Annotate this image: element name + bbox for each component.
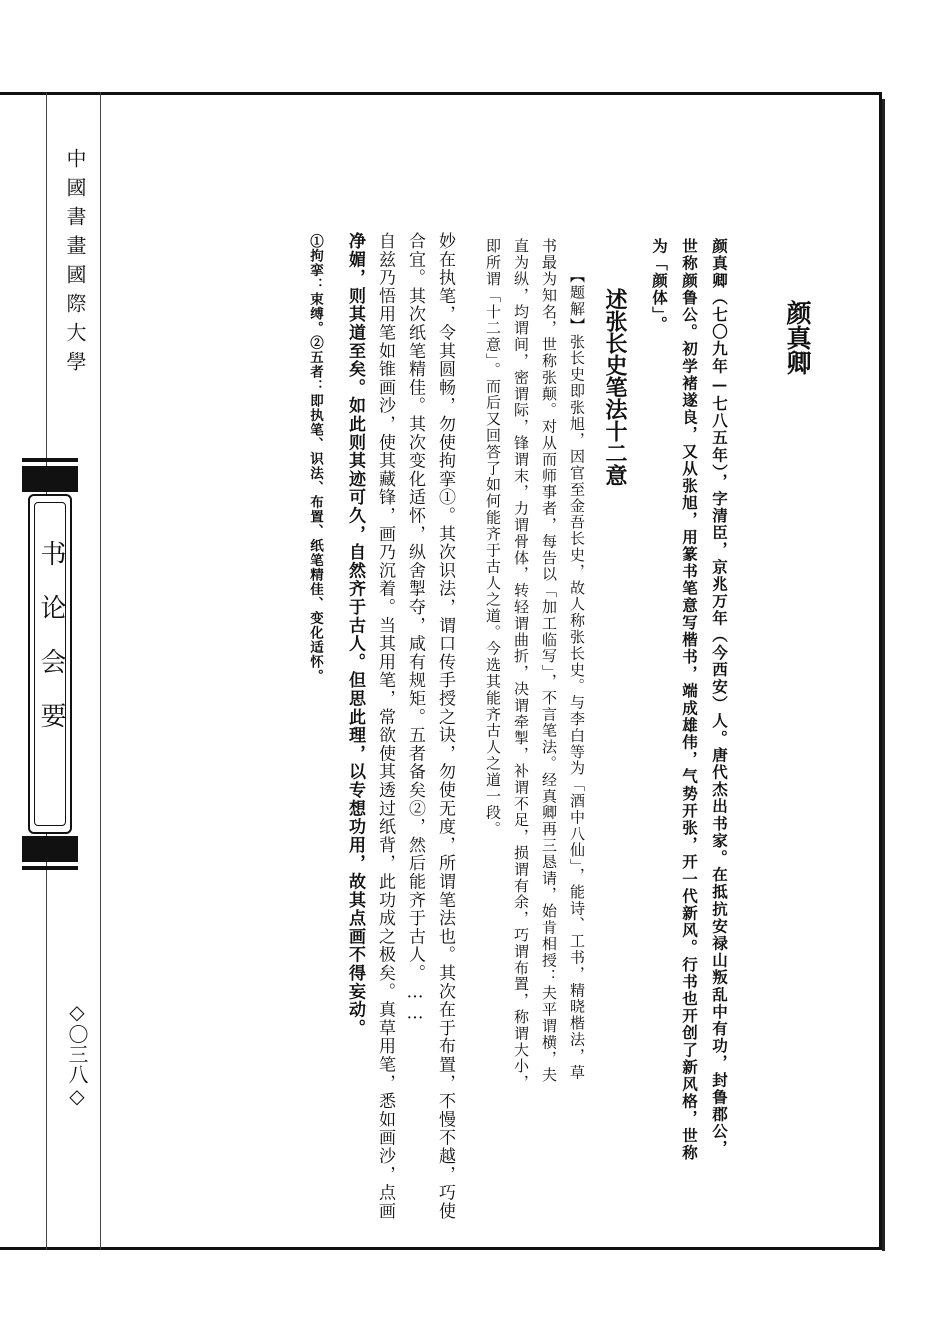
banner-top-rule — [22, 458, 78, 462]
university-name: 中國書畫國際大學 — [60, 148, 90, 448]
bio-line-2: 世称颜鲁公。初学褚遂良，又从张旭，用篆书笔意写楷书，端成雄伟，气势开张，开一代新风。行书也开创了新风格，世称 — [680, 238, 699, 1162]
body-line-2: 合宜。其次纸笔精佳。其次变化适怀，纵舍掣夺，咸有规矩。五者备矣②，然后能齐于古人。…… — [405, 232, 425, 1025]
intro-line-1: 【题解】张长史即张旭，因官至金吾长史，故人称张长史。与李白等为「酒中八仙」，能诗、工书，精晓楷法，草 — [568, 268, 586, 1081]
banner-bottom-cap — [22, 836, 78, 862]
intro-line-4: 即所谓「十二意」。而后又回答了如何能齐于古人之道。今选其能齐古人之道一段。 — [484, 238, 502, 838]
bio-line-3: 为「颜体」。 — [650, 238, 669, 333]
bio-line-1: 颜真卿（七〇九年—七八五年），字清臣，京兆万年（今西安）人。唐代杰出书家。在抵抗安禄山叛乱中有功，封鲁郡公， — [710, 238, 729, 1158]
author-heading: 颜真卿 — [783, 300, 812, 375]
banner-top-cap — [22, 466, 78, 492]
intro-line-2: 书最为知名，世称张颠。对从而师事者，每告以「加工临写」，不言笔法。经真卿再三恳请，始肯相授：夫平谓横，夫 — [540, 238, 558, 1084]
body-line-3: 自兹乃悟用笔如锥画沙，使其藏锋，画乃沉着。当其用笔，常欲使其透过纸背，此功成之极矣。真草用笔，悉如画沙，点画 — [375, 232, 395, 1221]
body-line-1: 妙在执笔，令其圆畅，勿使拘挛①。其次识法，谓口传手授之诀，勿使无度，所谓笔法也。其次在于布置，不慢不越，巧使 — [435, 232, 455, 1221]
book-title: 书论会要 — [36, 540, 66, 756]
body-line-4: 净媚，则其道至矣。如此则其迹可久，自然齐于古人。但思此理，以专想功用，故其点画不得妄动。 — [345, 232, 365, 1038]
footnote: ①拘挛：束缚。②五者：即执笔、识法、布置、纸笔精佳、变化适怀。 — [307, 234, 323, 684]
banner-bottom-rule — [22, 866, 78, 870]
sidebar-rule-right — [100, 92, 101, 1250]
page-number: ◇〇三八◇ — [62, 1000, 92, 1140]
essay-title: 述张长史笔法十二意 — [602, 288, 628, 486]
intro-line-3: 直为纵，均谓间，密谓际，锋谓末，力谓骨体，转轻谓曲折，决谓牵掣，补谓不足，损谓有余，巧谓布置，称谓大小， — [512, 238, 530, 1091]
